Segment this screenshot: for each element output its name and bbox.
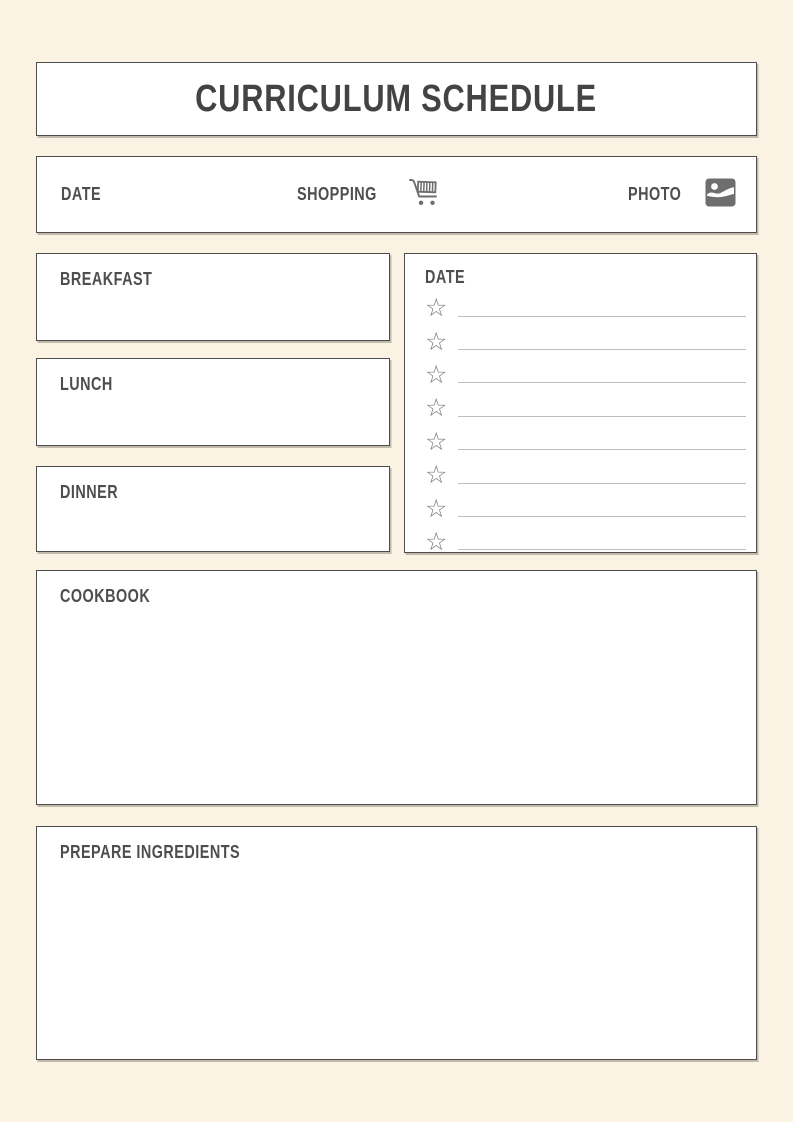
cookbook-box	[36, 570, 757, 805]
title-panel	[36, 62, 757, 136]
breakfast-label: BREAKFAST	[60, 269, 153, 289]
star-icon: ☆	[425, 294, 448, 323]
date-entry-line[interactable]	[458, 316, 746, 317]
prepare-ingredients-label: PREPARE INGREDIENTS	[60, 842, 241, 862]
breakfast-input-area[interactable]	[39, 294, 387, 338]
star-icon: ☆	[425, 427, 448, 456]
date-list	[425, 292, 746, 559]
date-entry-line[interactable]	[458, 483, 746, 484]
date-list-row	[425, 292, 746, 325]
prepare-ingredients-box	[36, 826, 757, 1060]
dinner-box	[36, 466, 390, 552]
date-list-row	[425, 359, 746, 392]
header-shopping-group	[297, 176, 443, 213]
page-title: CURRICULUM SCHEDULE	[195, 77, 598, 120]
date-entry-line[interactable]	[458, 549, 746, 550]
date-list-row	[425, 459, 746, 492]
date-list-row	[425, 325, 746, 358]
date-entry-line[interactable]	[458, 516, 746, 517]
date-entry-line[interactable]	[458, 416, 746, 417]
star-icon: ☆	[425, 327, 448, 356]
shopping-label: SHOPPING	[296, 184, 377, 204]
breakfast-box	[36, 253, 390, 341]
date-entry-line[interactable]	[458, 349, 746, 350]
cookbook-label: COOKBOOK	[60, 586, 151, 606]
header-panel	[36, 156, 757, 233]
cookbook-input-area[interactable]	[39, 619, 754, 802]
date-entry-line[interactable]	[458, 382, 746, 383]
date-list-row	[425, 426, 746, 459]
lunch-label: LUNCH	[60, 374, 113, 394]
date-list-box	[404, 253, 757, 556]
date-label: DATE	[61, 184, 102, 204]
star-icon: ☆	[425, 494, 448, 523]
date-list-row	[425, 492, 746, 525]
lunch-box	[36, 358, 390, 446]
lunch-input-area[interactable]	[39, 399, 387, 443]
star-icon: ☆	[425, 461, 448, 490]
star-icon: ☆	[425, 527, 448, 556]
date-list-row	[425, 526, 746, 559]
header-date-group	[61, 184, 111, 205]
star-icon: ☆	[425, 394, 448, 423]
header-photo-group	[628, 178, 736, 212]
date-entry-line[interactable]	[458, 449, 746, 450]
dinner-label: DINNER	[60, 482, 119, 502]
date-list-label: DATE	[425, 267, 466, 287]
shopping-cart-icon	[407, 176, 443, 213]
date-list-row	[425, 392, 746, 425]
dinner-input-area[interactable]	[39, 507, 387, 549]
prepare-ingredients-input-area[interactable]	[39, 875, 754, 1057]
photo-icon	[705, 178, 736, 212]
star-icon: ☆	[425, 360, 448, 389]
photo-label: PHOTO	[628, 184, 682, 204]
